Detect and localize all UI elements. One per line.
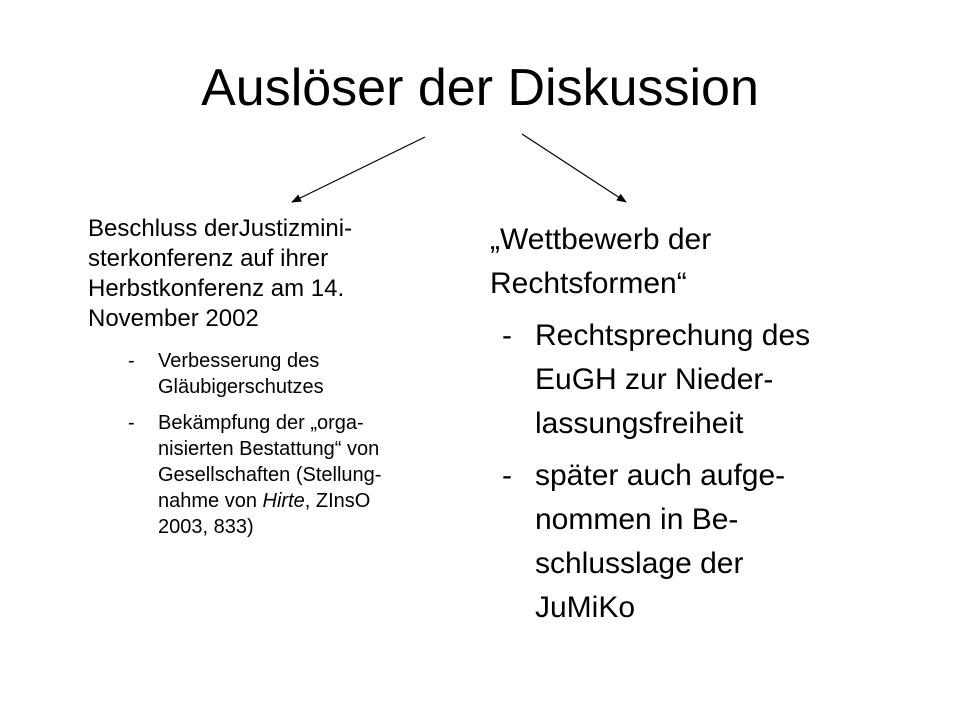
right-heading bbox=[490, 218, 910, 306]
list-item-line bbox=[158, 488, 478, 514]
left-heading-line: sterkonferenz auf ihrer bbox=[88, 245, 329, 272]
list-item-line: Bekämpfung der „orga- bbox=[158, 412, 364, 434]
list-item-line: Gläubigerschutzes bbox=[158, 376, 324, 398]
arrow-left bbox=[292, 137, 425, 202]
left-heading-line: Herbstkonferenz am 14. bbox=[88, 275, 345, 302]
list-item-text: , ZInsO bbox=[304, 490, 371, 512]
list-item bbox=[128, 348, 478, 400]
left-sub-list bbox=[88, 348, 478, 540]
list-item-line: EuGH zur Nieder- bbox=[535, 363, 774, 396]
list-item bbox=[490, 314, 910, 446]
dash-bullet: - bbox=[128, 412, 135, 434]
list-item-line: später auch aufge- bbox=[535, 459, 786, 492]
list-item-line: nisierten Bestattung“ von bbox=[158, 438, 380, 460]
dash-bullet: - bbox=[502, 319, 512, 352]
right-list bbox=[490, 314, 910, 630]
list-item-line: 2003, 833) bbox=[158, 516, 254, 538]
right-column bbox=[490, 218, 910, 638]
list-item bbox=[490, 454, 910, 630]
left-heading-line: Beschluss derJustizmini- bbox=[88, 215, 353, 242]
list-item-line: nommen in Be- bbox=[535, 503, 739, 536]
right-heading-line: Rechtsformen“ bbox=[490, 267, 687, 300]
slide-title: Auslöser der Diskussion bbox=[201, 59, 759, 117]
left-heading-line: November 2002 bbox=[88, 305, 259, 332]
list-item-line: Verbesserung des bbox=[158, 350, 320, 372]
dash-bullet: - bbox=[128, 350, 135, 372]
list-item-line: Rechtsprechung des bbox=[535, 319, 811, 352]
left-column bbox=[88, 214, 478, 550]
author-name: Hirte bbox=[262, 490, 305, 512]
dash-bullet: - bbox=[502, 459, 512, 492]
list-item-line: JuMiKo bbox=[535, 591, 636, 624]
list-item-line: schlusslage der bbox=[535, 547, 744, 580]
list-item-line: Gesellschaften (Stellung- bbox=[158, 464, 382, 486]
arrow-right bbox=[522, 134, 626, 202]
left-heading bbox=[88, 214, 478, 334]
right-heading-line: „Wettbewerb der bbox=[490, 223, 712, 256]
list-item-line: lassungsfreiheit bbox=[535, 407, 744, 440]
list-item bbox=[128, 410, 478, 540]
list-item-text: nahme von bbox=[158, 490, 263, 512]
